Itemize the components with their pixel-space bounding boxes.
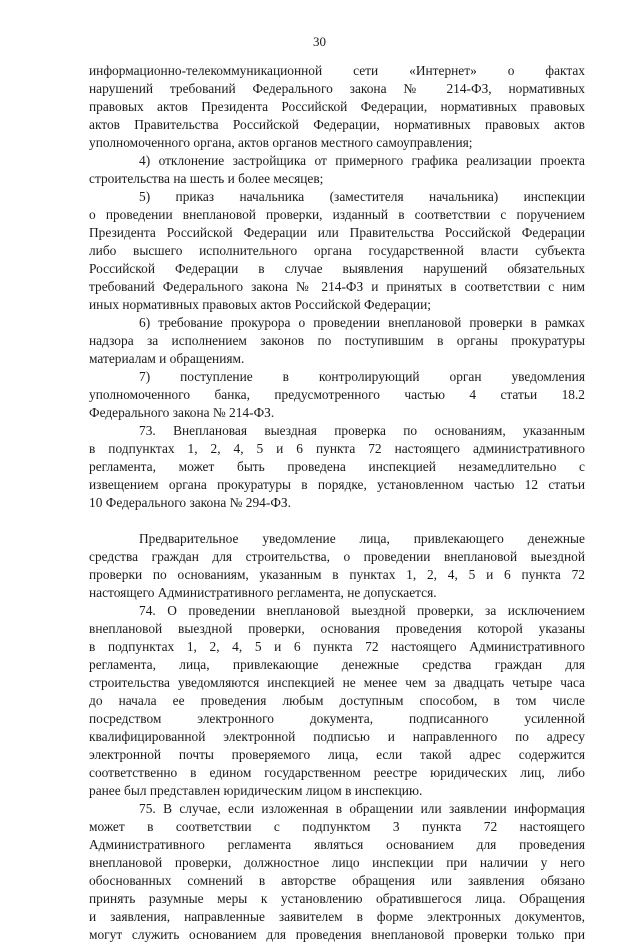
text-line: 73. Внеплановая выездная проверка по основаниям, указанным — [139, 423, 585, 438]
text-line: извещением органа прокуратуры в порядке, установленном частью 12 статьи — [89, 477, 585, 492]
text-line: регламента, может быть проведена инспекцией незамедлительно с — [89, 459, 585, 474]
text-line: ранее был представлен юридическим лицом в инспекцию. — [89, 783, 423, 798]
text-line: в подпунктах 1, 2, 4, 5 и 6 пункта 72 настоящего административного — [89, 441, 585, 456]
text-line: обоснованных сомнений в авторстве обращения или заявления обязано — [89, 873, 585, 888]
text-line: уполномоченного органа, актов органов местного самоуправления; — [89, 135, 473, 150]
text-line: Российской Федерации в случае выявления нарушений обязательных — [89, 261, 585, 276]
text-line: актов Правительства Российской Федерации, нормативных правовых актов — [89, 117, 585, 132]
text-line: информационно-телекоммуникационной сети «Интернет» о фактах — [89, 63, 585, 78]
text-line: посредством электронного документа, подписанного усиленной — [89, 711, 585, 726]
text-line: 7) поступление в контролирующий орган уведомления — [139, 369, 585, 384]
text-line: внеплановой выездной проверки, основания проведения которой указаны — [89, 621, 585, 636]
text-line — [89, 512, 585, 530]
text-line: внеплановой проверки, должностное лицо инспекции при наличии у него — [89, 855, 585, 870]
text-line: 4) отклонение застройщика от примерного графика реализации проекта — [139, 153, 585, 168]
text-line: строительства уведомляются инспекцией не менее чем за двадцать четыре часа — [89, 675, 585, 690]
document-body — [89, 62, 585, 944]
text-line: принять разумные меры к установлению обратившегося лица. Обращения — [89, 891, 585, 906]
text-line: Президента Российской Федерации или Правительства Российской Федерации — [89, 225, 585, 240]
page-number: 30 — [313, 34, 326, 49]
text-line: о проведении внеплановой проверки, изданный в соответствии с поручением — [89, 207, 585, 222]
text-line: регламента, лица, привлекающие денежные средства граждан для — [89, 657, 585, 672]
text-line: надзора за исполнением законов по поступившим в органы прокуратуры — [89, 333, 585, 348]
text-line: электронной почты проверяемого лица, если такой адрес содержится — [89, 747, 585, 762]
text-line: средства граждан для строительства, о проведении внеплановой выездной — [89, 549, 585, 564]
text-line: иных нормативных правовых актов Российской Федерации; — [89, 297, 431, 312]
text-line: Федерального закона № 214-ФЗ. — [89, 405, 275, 420]
text-line: требований Федерального закона № 214-ФЗ и принятых в соответствии с ним — [89, 279, 585, 294]
text-line: 5) приказ начальника (заместителя начальника) инспекции — [139, 189, 585, 204]
text-line: уполномоченного банка, предусмотренного частью 4 статьи 18.2 — [89, 387, 585, 402]
text-line: правовых актов Президента Российской Федерации, нормативных правовых — [89, 99, 585, 114]
text-line: строительства на шесть и более месяцев; — [89, 171, 324, 186]
text-line: может в соответствии с подпунктом 3 пункта 72 настоящего — [89, 819, 585, 834]
text-line: соответственно в едином государственном реестре юридических лиц, либо — [89, 765, 585, 780]
text-line: до начала ее проведения любым доступным способом, в том числе — [89, 693, 585, 708]
text-line: 10 Федерального закона № 294-ФЗ. — [89, 495, 291, 510]
text-line: в подпунктах 1, 2, 4, 5 и 6 пункта 72 настоящего Административного — [89, 639, 585, 654]
text-line: 74. О проведении внеплановой выездной проверки, за исключением — [139, 603, 585, 618]
text-line: квалифицированной электронной подписью и направленного по адресу — [89, 729, 585, 744]
text-line: Предварительное уведомление лица, привлекающего денежные — [139, 531, 585, 546]
text-line: 75. В случае, если изложенная в обращении или заявлении информация — [139, 801, 585, 816]
text-line: настоящего Административного регламента, не допускается. — [89, 585, 437, 600]
text-line: проверки по основаниям, указанным в пунктах 1, 2, 4, 5 и 6 пункта 72 — [89, 567, 585, 582]
text-line: Административного регламента являться основанием для проведения — [89, 837, 585, 852]
text-line: либо высшего исполнительного органа государственной власти субъекта — [89, 243, 585, 258]
text-line: материалам и обращениям. — [89, 351, 245, 366]
text-line: 6) требование прокурора о проведении внеплановой проверки в рамках — [139, 315, 585, 330]
text-line: могут служить основанием для проведения внеплановой проверки только при — [89, 927, 585, 942]
text-line: и заявления, направленные заявителем в форме электронных документов, — [89, 909, 585, 924]
text-line: нарушений требований Федерального закона № 214-ФЗ, нормативных — [89, 81, 585, 96]
